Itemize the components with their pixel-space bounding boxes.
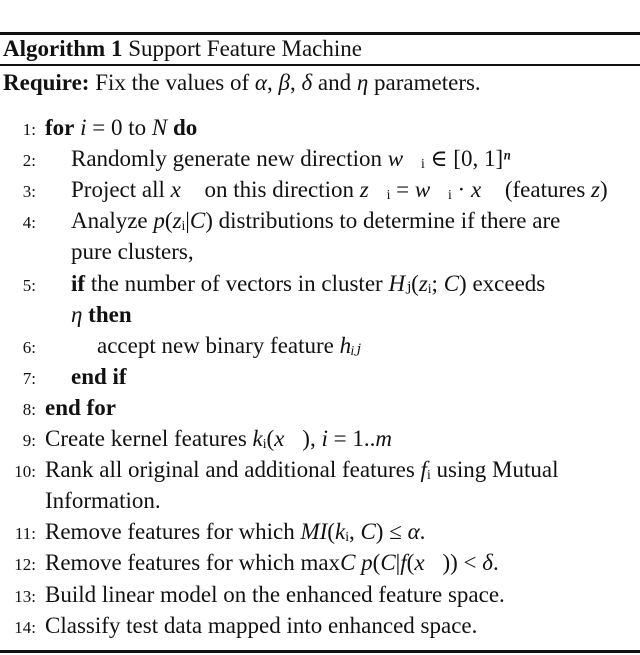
text-segment: on this direction: [198, 177, 360, 203]
line-number: 8:: [22, 399, 36, 419]
math-symbol: p: [361, 550, 373, 576]
algorithm-title: Support Feature Machine: [128, 36, 362, 61]
line-text: [45, 115, 197, 141]
line-text: [45, 488, 161, 514]
text-segment: ᵢ ·: [448, 177, 471, 203]
line-number: 3:: [22, 182, 36, 202]
require-label: Require:: [3, 70, 90, 95]
line-number: 11:: [14, 524, 36, 544]
math-symbol: ⁿ: [503, 146, 511, 172]
line-number: 4:: [22, 213, 36, 233]
line-text: [45, 582, 505, 608]
text-segment: ) ≤: [375, 519, 408, 545]
math-symbol: k: [334, 519, 346, 545]
math-symbol: N: [151, 115, 168, 140]
line-text: [45, 426, 392, 452]
math-symbol: x⃗: [170, 177, 199, 203]
math-symbol: z⃗: [359, 177, 387, 203]
math-symbol: α: [407, 519, 420, 545]
text-segment: (: [164, 208, 173, 234]
text-segment: ) distributions to determine if there are: [205, 208, 561, 234]
math-symbol: C: [443, 270, 460, 296]
line-number: 5:: [22, 275, 36, 295]
keyword: if: [71, 270, 86, 296]
text-segment: Remove features for which max: [45, 550, 341, 576]
line-number: 2:: [22, 151, 36, 171]
line-number: 12:: [14, 555, 36, 575]
math-symbol: h: [339, 332, 352, 358]
text-segment: (: [372, 550, 381, 576]
line-text: [71, 302, 132, 328]
text-segment: ᵢ|: [181, 208, 190, 234]
line-text: [71, 364, 127, 390]
text-segment: ᵢ using Mutual: [426, 457, 559, 483]
text-segment: )) <: [442, 550, 483, 576]
line-text: [45, 613, 477, 639]
math-symbol: z: [591, 177, 600, 203]
keyword: for: [45, 115, 75, 140]
math-symbol: ᵢⱼ: [351, 332, 361, 358]
caption-rule: [0, 64, 640, 66]
text-segment: .: [492, 550, 499, 576]
math-symbol: z: [172, 208, 182, 234]
text-segment: Remove features for which: [45, 519, 301, 545]
text-segment: Create kernel features: [45, 426, 253, 451]
text-segment: parameters.: [368, 70, 481, 95]
math-symbol: f: [400, 550, 407, 576]
math-symbol: i: [321, 426, 328, 451]
math-symbol: η: [71, 301, 83, 327]
math-symbol: η: [356, 70, 369, 95]
text-segment: pure clusters,: [71, 239, 194, 265]
math-symbol: k: [252, 426, 263, 451]
keyword: end if: [71, 363, 127, 389]
keyword: then: [88, 301, 132, 327]
text-segment: ),: [302, 426, 322, 451]
keyword: end for: [45, 394, 116, 420]
line-text: [97, 333, 361, 359]
line-text: [45, 395, 116, 421]
math-symbol: β: [278, 70, 290, 95]
line-text: [71, 146, 510, 172]
math-symbol: f: [420, 457, 427, 483]
text-segment: = 0 to: [86, 115, 152, 140]
math-symbol: H: [388, 270, 406, 296]
text-segment: Project all: [71, 177, 171, 203]
top-rule: [0, 32, 640, 35]
math-symbol: C: [340, 550, 356, 576]
math-symbol: MI: [300, 519, 328, 545]
require-line: [3, 70, 481, 96]
line-number: 10:: [14, 462, 36, 482]
math-symbol: C: [189, 208, 206, 234]
line-number: 13:: [14, 586, 36, 606]
math-symbol: δ: [482, 550, 493, 576]
text-segment: (: [327, 519, 335, 545]
algorithm-caption: [3, 36, 362, 62]
text-segment: (: [406, 550, 415, 576]
math-symbol: δ: [301, 70, 313, 95]
keyword: do: [172, 115, 198, 140]
line-text: [71, 239, 194, 265]
text-segment: ᵢ,: [345, 519, 361, 545]
math-symbol: z: [418, 270, 428, 296]
text-segment: accept new binary feature: [97, 332, 340, 358]
text-segment: ⱼ(: [405, 270, 419, 296]
text-segment: .: [419, 519, 426, 545]
math-symbol: w⃗: [387, 146, 422, 172]
text-segment: Randomly generate new direction: [71, 146, 388, 172]
text-segment: Build linear model on the enhanced feature space.: [45, 581, 505, 607]
text-segment: ᵢ;: [427, 270, 444, 296]
text-segment: and: [312, 70, 357, 95]
line-number: 6:: [22, 337, 36, 357]
math-symbol: w⃗: [414, 177, 449, 203]
text-segment: ᵢ(: [262, 426, 275, 451]
text-segment: ᵢ ∈ [0, 1]: [421, 146, 504, 172]
line-number: 1:: [22, 120, 36, 139]
text-segment: Analyze: [71, 208, 154, 234]
line-number: 7:: [22, 368, 36, 388]
line-number: 9:: [22, 431, 36, 450]
math-symbol: x⃗: [470, 177, 500, 203]
math-symbol: α: [254, 70, 267, 95]
line-text: [71, 271, 545, 297]
text-segment: |: [395, 550, 401, 576]
math-symbol: C: [360, 519, 376, 545]
text-segment: Information.: [45, 488, 161, 514]
line-text: [45, 519, 425, 545]
text-segment: ) exceeds: [459, 270, 546, 296]
line-text: [45, 550, 499, 576]
text-segment: the number of vectors in cluster: [85, 270, 389, 296]
math-symbol: C: [380, 550, 396, 576]
text-segment: ᵢ =: [386, 177, 415, 203]
text-segment: Fix the values of: [95, 70, 255, 95]
line-text: [71, 177, 608, 203]
require-text: [95, 70, 480, 95]
text-segment: = 1..: [327, 426, 376, 451]
math-symbol: m: [375, 426, 392, 451]
text-segment: Rank all original and additional features: [45, 457, 421, 483]
line-text: [45, 457, 558, 483]
math-symbol: i: [80, 115, 87, 140]
math-symbol: x⃗: [274, 426, 303, 451]
text-segment: ,: [289, 70, 302, 95]
bottom-rule: [0, 650, 640, 653]
line-text: [71, 208, 560, 234]
algorithm-label: Algorithm 1: [3, 36, 123, 61]
text-segment: (features: [499, 177, 592, 203]
text-segment: Classify test data mapped into enhanced space.: [45, 612, 478, 638]
line-number: 14:: [14, 617, 36, 637]
text-segment: ): [599, 177, 608, 203]
math-symbol: p: [153, 208, 165, 234]
math-symbol: x⃗: [414, 550, 443, 576]
text-segment: ,: [266, 70, 279, 95]
